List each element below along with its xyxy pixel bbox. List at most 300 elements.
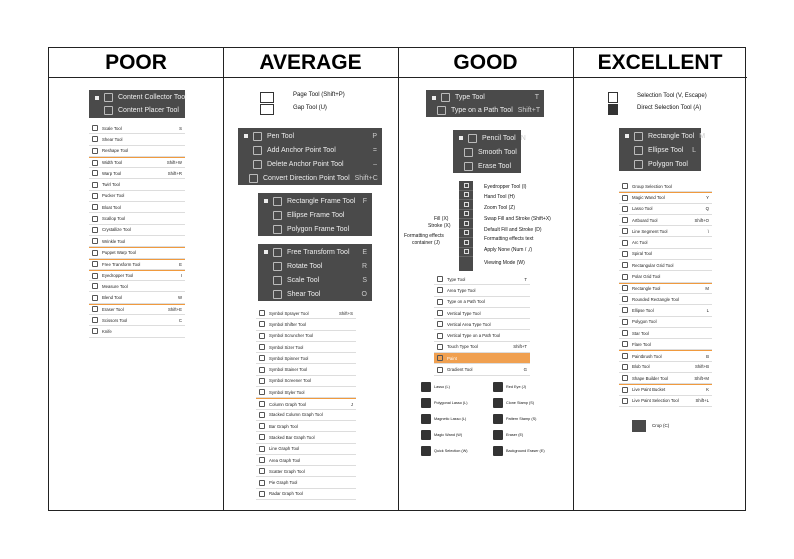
tool-list-item[interactable] xyxy=(89,146,185,157)
tool-label: Rounded Rectangle Tool xyxy=(632,296,679,302)
tool-icon xyxy=(437,355,443,361)
tool-list-item[interactable] xyxy=(619,396,712,407)
tool-label: Quick Selection (W) xyxy=(434,449,468,453)
tool-icon xyxy=(259,480,265,486)
tool-icon xyxy=(437,276,443,282)
menu-item[interactable] xyxy=(619,129,706,143)
gap-tool-text: Gap Tool (U) xyxy=(293,105,327,111)
tool-label: Line Graph Tool xyxy=(269,446,300,452)
menu-item-label: Smooth Tool xyxy=(478,148,517,156)
tool-shortcut: L xyxy=(706,307,709,313)
toolbar-label: Viewing Mode (W) xyxy=(484,260,525,266)
menu-item-label: Rectangle Tool xyxy=(648,132,695,140)
default-fill-icon[interactable] xyxy=(459,219,473,229)
menu-item-label: Pencil Tool xyxy=(482,134,516,142)
tool-list-item[interactable] xyxy=(619,350,712,361)
tool-shortcut: C xyxy=(178,317,182,323)
tool-icon xyxy=(622,330,628,336)
tool-list-item[interactable] xyxy=(619,328,712,339)
menu-item[interactable] xyxy=(453,131,526,145)
shape-tool-panel xyxy=(619,128,706,171)
selection-tool-cell[interactable] xyxy=(421,446,468,456)
tool-icon xyxy=(622,398,628,404)
tool-icon xyxy=(92,136,98,142)
tool-label: Stacked Column Graph Tool xyxy=(269,412,323,418)
menu-item[interactable] xyxy=(238,129,382,143)
tool-icon xyxy=(249,174,258,183)
tool-list-item[interactable] xyxy=(434,330,530,341)
tool-label: Width Tool xyxy=(102,160,122,166)
tool-icon xyxy=(493,398,503,408)
tool-label: Knife xyxy=(102,328,112,334)
tool-label: Arc Tool xyxy=(632,240,648,246)
tool-icon xyxy=(92,283,98,289)
tool-label: Pattern Stamp (S) xyxy=(506,417,537,421)
menu-item[interactable] xyxy=(238,171,382,185)
tool-list-item[interactable] xyxy=(434,342,530,353)
tool-list-item[interactable] xyxy=(256,455,356,466)
menu-item[interactable] xyxy=(258,273,372,287)
selection-tool-icon xyxy=(608,92,618,103)
tool-label: Bloat Tool xyxy=(102,204,121,210)
menu-item[interactable] xyxy=(89,91,185,104)
tool-list-item[interactable] xyxy=(619,215,712,226)
tool-shortcut: G xyxy=(523,367,527,373)
tool-list-item[interactable] xyxy=(619,226,712,237)
tool-list-item[interactable] xyxy=(256,387,356,398)
tool-icon xyxy=(493,430,503,440)
tool-label: Symbol Sizer Tool xyxy=(269,344,304,350)
toolbar-label: Apply None (Num / ,/) xyxy=(484,247,533,253)
tool-list-item[interactable] xyxy=(619,339,712,350)
menu-item-shortcut: R xyxy=(361,262,367,270)
eyedropper-icon[interactable] xyxy=(459,181,473,191)
tool-shortcut: Shift+E xyxy=(168,306,182,312)
tool-list-item[interactable] xyxy=(89,123,185,134)
tool-icon xyxy=(259,434,265,440)
tool-icon xyxy=(421,382,431,392)
tool-shortcut: Q xyxy=(705,206,709,212)
tool-label: Star Tool xyxy=(632,330,649,336)
menu-item-shortcut: P xyxy=(372,132,377,140)
viewing-mode-icon[interactable] xyxy=(459,248,473,258)
zoom-icon[interactable] xyxy=(459,200,473,210)
menu-item-label: Rotate Tool xyxy=(287,262,323,270)
tool-label: Pucker Tool xyxy=(102,193,125,199)
menu-item-shortcut: M xyxy=(699,132,706,140)
content-collector-icon xyxy=(104,93,113,102)
menu-item-label: Polygon Frame Tool xyxy=(287,225,350,233)
tool-label: Clone Stamp (S) xyxy=(506,401,535,405)
tool-shortcut: M xyxy=(705,285,709,291)
tool-label: Area Type Tool xyxy=(447,287,476,293)
tool-icon xyxy=(441,93,450,102)
tool-label: Group Selection Tool xyxy=(632,183,672,189)
tool-list-item[interactable] xyxy=(434,353,530,364)
tool-icon xyxy=(622,228,628,234)
menu-item[interactable] xyxy=(453,145,521,159)
tool-label: Rectangle Tool xyxy=(632,285,661,291)
tool-icon xyxy=(622,195,628,201)
tool-label: Line Segment Tool xyxy=(632,228,668,234)
selected-square-icon xyxy=(432,96,436,100)
tool-list-item[interactable] xyxy=(89,292,185,303)
tool-list-item[interactable] xyxy=(256,489,356,500)
tool-icon xyxy=(259,344,265,350)
tool-icon xyxy=(622,387,628,393)
menu-item[interactable] xyxy=(426,91,544,104)
toolbar-strip xyxy=(459,181,473,271)
tool-list-item[interactable] xyxy=(434,274,530,285)
crop-button[interactable] xyxy=(632,420,646,432)
tool-list-item[interactable] xyxy=(619,305,712,316)
tool-list-item[interactable] xyxy=(434,285,530,296)
tool-list-item[interactable] xyxy=(256,421,356,432)
tool-list-item[interactable] xyxy=(256,444,356,455)
tool-icon xyxy=(259,310,265,316)
tool-label: Flare Tool xyxy=(632,341,651,347)
menu-item-label: Ellipse Tool xyxy=(648,146,684,154)
tool-label: Pie Graph Tool xyxy=(269,480,298,486)
tool-icon xyxy=(493,382,503,392)
menu-item[interactable] xyxy=(258,194,372,208)
column-divider xyxy=(573,48,574,510)
tool-list-item[interactable] xyxy=(89,259,185,270)
tool-label: Scallop Tool xyxy=(102,216,126,222)
tool-label: Paint xyxy=(447,355,457,361)
tool-icon xyxy=(273,248,282,257)
tool-label: Scatter Graph Tool xyxy=(269,468,305,474)
menu-item-label: Free Transform Tool xyxy=(287,248,350,256)
tool-list-item[interactable] xyxy=(89,202,185,213)
selection-tool-cell[interactable] xyxy=(493,382,526,392)
selection-tool-cell[interactable] xyxy=(421,430,462,440)
frame-tool-panel xyxy=(258,193,372,236)
menu-item[interactable] xyxy=(426,104,544,117)
selected-square-icon xyxy=(625,134,629,138)
pencil-tool-panel xyxy=(453,130,526,173)
direct-selection-icon xyxy=(608,104,618,115)
menu-item-label: Convert Direction Point Tool xyxy=(263,174,350,182)
tool-icon xyxy=(92,328,98,334)
tool-list-item[interactable] xyxy=(256,342,356,353)
tool-label: Radar Graph Tool xyxy=(269,491,303,497)
tool-list-item[interactable] xyxy=(89,236,185,247)
tool-icon xyxy=(622,307,628,313)
tool-shortcut: Shift+L xyxy=(695,398,709,404)
tool-label: Vertical Type on a Path Tool xyxy=(447,333,501,339)
menu-item-label: Shear Tool xyxy=(287,290,321,298)
tool-icon xyxy=(437,333,443,339)
selection-tool-cell[interactable] xyxy=(421,382,450,392)
tool-list-item[interactable] xyxy=(619,294,712,305)
tool-list-item[interactable] xyxy=(89,270,185,281)
tool-label: Paintbrush Tool xyxy=(632,353,662,359)
tool-list-item[interactable] xyxy=(256,477,356,488)
menu-item-label: Rectangle Frame Tool xyxy=(287,197,356,205)
tool-icon xyxy=(622,217,628,223)
menu-item-shortcut: Shift+T xyxy=(517,107,541,114)
tool-icon xyxy=(437,321,443,327)
toolbar-label: Hand Tool (H) xyxy=(484,194,515,200)
tool-icon xyxy=(273,211,282,220)
tool-list-item[interactable] xyxy=(89,213,185,224)
tool-list-item[interactable] xyxy=(89,179,185,190)
tool-icon xyxy=(92,125,98,131)
tool-icon xyxy=(259,367,265,373)
tool-icon xyxy=(253,132,262,141)
tool-icon xyxy=(253,146,262,155)
menu-item[interactable] xyxy=(238,157,382,171)
tool-label: Symbol Spinner Tool xyxy=(269,355,309,361)
tool-label: Type Tool xyxy=(447,276,466,282)
hand-icon[interactable] xyxy=(459,191,473,201)
tool-shortcut: J xyxy=(350,401,353,407)
tool-shortcut: K xyxy=(706,387,709,393)
tool-list-item[interactable] xyxy=(619,271,712,282)
tool-icon xyxy=(273,262,282,271)
toolbar-label: Swap Fill and Stroke (Shift+X) xyxy=(484,216,551,222)
tool-list-item[interactable] xyxy=(256,398,356,409)
tool-icon xyxy=(622,353,628,359)
tool-icon xyxy=(259,412,265,418)
menu-item[interactable] xyxy=(258,222,372,236)
tool-label: Warp Tool xyxy=(102,170,122,176)
type-tool-list xyxy=(434,274,530,376)
tool-icon xyxy=(622,183,628,189)
menu-item-shortcut: F xyxy=(362,197,367,205)
tool-icon xyxy=(421,414,431,424)
menu-item-shortcut: Shift+C xyxy=(354,174,378,182)
tool-icon xyxy=(92,317,98,323)
selection-tool-cell[interactable] xyxy=(493,446,545,456)
menu-item-label: Delete Anchor Point Tool xyxy=(267,160,344,168)
crop-label: Crop (C) xyxy=(652,423,670,428)
tool-list-item[interactable] xyxy=(89,225,185,236)
tool-list-item[interactable] xyxy=(619,283,712,294)
selection-tool-cell[interactable] xyxy=(493,430,523,440)
tool-icon xyxy=(273,276,282,285)
tool-label: Vertical Type Tool xyxy=(447,310,481,316)
tool-list-item[interactable] xyxy=(89,281,185,292)
average-tool-list xyxy=(256,308,356,500)
tool-icon xyxy=(622,240,628,246)
menu-item-label: Polygon Tool xyxy=(648,160,688,168)
stroke-label: Stroke (X) xyxy=(428,223,451,229)
menu-item-label: Pen Tool xyxy=(267,132,295,140)
tool-icon xyxy=(92,250,98,256)
header-good: GOOD xyxy=(398,48,573,78)
tool-label: Column Graph Tool xyxy=(269,401,306,407)
tool-list-item[interactable] xyxy=(89,315,185,326)
tool-list-item[interactable] xyxy=(89,191,185,202)
tool-icon xyxy=(92,204,98,210)
tool-list-item[interactable] xyxy=(256,331,356,342)
menu-item-label: Type Tool xyxy=(455,94,485,101)
fill-label: Fill (X) xyxy=(434,216,449,222)
poor-tool-list xyxy=(89,123,185,338)
menu-item[interactable] xyxy=(619,157,701,171)
tool-list-item[interactable] xyxy=(619,317,712,328)
tool-icon xyxy=(437,299,443,305)
tool-list-item[interactable] xyxy=(256,353,356,364)
menu-item-label: Add Anchor Point Tool xyxy=(267,146,336,154)
tool-label: Magic Wand (W) xyxy=(434,433,463,437)
tool-list-item[interactable] xyxy=(256,319,356,330)
page-tool-icon xyxy=(260,92,274,103)
tool-shortcut: Y xyxy=(706,195,709,201)
tool-list-item[interactable] xyxy=(619,204,712,215)
selection-tools-grid xyxy=(421,382,556,462)
tool-icon xyxy=(259,491,265,497)
tool-label: Free Transform Tool xyxy=(102,261,141,267)
tool-label: Vertical Area Type Tool xyxy=(447,321,491,327)
tool-list-item[interactable] xyxy=(256,364,356,375)
swap-icon[interactable] xyxy=(459,210,473,220)
apply-none-icon[interactable] xyxy=(459,238,473,248)
menu-item-label: Ellipse Frame Tool xyxy=(287,211,345,219)
selection-tool-cell[interactable] xyxy=(493,398,534,408)
tool-label: Blend Tool xyxy=(102,295,122,301)
tool-list-item[interactable] xyxy=(89,134,185,145)
tool-icon xyxy=(421,446,431,456)
tool-icon xyxy=(259,321,265,327)
tool-icon xyxy=(493,414,503,424)
menu-item-label: Type on a Path Tool xyxy=(451,107,513,114)
tool-list-item[interactable] xyxy=(89,326,185,337)
direct-selection-text: Direct Selection Tool (A) xyxy=(637,105,702,111)
tool-shortcut: B xyxy=(706,353,709,359)
tool-list-item[interactable] xyxy=(619,384,712,395)
tool-shortcut: S xyxy=(179,125,182,131)
selected-square-icon xyxy=(459,136,463,140)
header-average: AVERAGE xyxy=(223,48,398,78)
tool-label: Symbol Scruncher Tool xyxy=(269,333,314,339)
menu-item[interactable] xyxy=(258,259,372,273)
tool-list-item[interactable] xyxy=(89,304,185,315)
tool-label: Area Graph Tool xyxy=(269,457,301,463)
tool-label: Spiral Tool xyxy=(632,251,652,257)
tool-list-item[interactable] xyxy=(619,181,712,192)
tool-icon xyxy=(437,367,443,373)
tool-list-item[interactable] xyxy=(619,249,712,260)
tool-icon xyxy=(259,333,265,339)
tool-list-item[interactable] xyxy=(89,247,185,258)
selection-tool-cell[interactable] xyxy=(421,414,466,424)
tool-icon xyxy=(92,148,98,154)
tool-list-item[interactable] xyxy=(256,466,356,477)
tool-list-item[interactable] xyxy=(434,364,530,375)
formatting-icon[interactable] xyxy=(459,229,473,239)
tool-label: Twirl Tool xyxy=(102,182,120,188)
tool-label: Polar Grid Tool xyxy=(632,274,661,280)
tool-icon xyxy=(259,401,265,407)
tool-list-item[interactable] xyxy=(619,237,712,248)
tool-icon xyxy=(259,378,265,384)
tool-icon xyxy=(92,182,98,188)
tool-label: Live Paint Selection Tool xyxy=(632,398,679,404)
tool-icon xyxy=(622,364,628,370)
tool-list-item[interactable] xyxy=(256,308,356,319)
menu-item-label: Content Placer Tool xyxy=(118,107,179,114)
tool-list-item[interactable] xyxy=(619,192,712,203)
tool-label: Eyedropper Tool xyxy=(102,273,134,278)
tool-label: Symbol Sprayer Tool xyxy=(269,310,309,316)
tool-label: Eraser (E) xyxy=(506,433,524,437)
tool-label: Polygon Tool xyxy=(632,319,657,325)
tool-label: Lasso (L) xyxy=(434,385,450,389)
tool-shortcut: Shift+B xyxy=(695,364,709,370)
selection-tool-text: Selection Tool (V, Escape) xyxy=(637,93,707,99)
tool-list-item[interactable] xyxy=(256,432,356,443)
tool-icon xyxy=(622,319,628,325)
tool-list-item[interactable] xyxy=(256,376,356,387)
toolbar-label: Zoom Tool (Z) xyxy=(484,205,516,211)
tool-label: Type on a Path Tool xyxy=(447,299,485,305)
tool-list-item[interactable] xyxy=(434,297,530,308)
tool-icon xyxy=(437,344,443,350)
menu-item[interactable] xyxy=(619,143,701,157)
tool-label: Symbol Stainer Tool xyxy=(269,367,308,373)
menu-item[interactable] xyxy=(258,245,372,259)
tool-icon xyxy=(622,262,628,268)
tool-icon xyxy=(464,162,473,171)
tool-icon xyxy=(92,261,98,267)
excellent-tool-list xyxy=(619,181,712,407)
selected-square-icon xyxy=(264,199,268,203)
selection-tool-cell[interactable] xyxy=(421,398,468,408)
tool-list-item[interactable] xyxy=(89,168,185,179)
toolbar-label: Eyedropper Tool (I) xyxy=(484,184,527,190)
tool-list-item[interactable] xyxy=(619,362,712,373)
content-placer-icon xyxy=(104,106,113,115)
tool-shortcut: Shift+O xyxy=(694,217,709,223)
tool-label: Symbol Screener Tool xyxy=(269,378,311,384)
tool-icon xyxy=(92,273,98,279)
tool-icon xyxy=(92,160,98,166)
toolbar-label: Formatting effects text xyxy=(484,236,534,242)
tool-list-item[interactable] xyxy=(89,157,185,168)
menu-item-shortcut: – xyxy=(373,160,377,168)
tool-list-item[interactable] xyxy=(619,373,712,384)
menu-item[interactable] xyxy=(238,143,382,157)
tool-icon xyxy=(259,423,265,429)
menu-item-shortcut: O xyxy=(361,290,367,298)
tool-list-item[interactable] xyxy=(434,319,530,330)
tool-list-item[interactable] xyxy=(619,260,712,271)
tool-icon xyxy=(273,225,282,234)
menu-item[interactable] xyxy=(89,104,185,117)
tool-label: Shear Tool xyxy=(102,136,123,142)
tool-icon xyxy=(259,355,265,361)
tool-icon xyxy=(464,148,473,157)
tool-list-item[interactable] xyxy=(434,308,530,319)
comparison-table xyxy=(48,47,746,511)
menu-item-shortcut: N xyxy=(520,134,526,142)
tool-icon xyxy=(622,341,628,347)
selection-tool-cell[interactable] xyxy=(493,414,536,424)
poor-dark-panel xyxy=(89,90,185,118)
menu-item[interactable] xyxy=(453,159,521,173)
pen-tool-panel xyxy=(238,128,382,185)
menu-item[interactable] xyxy=(258,208,372,222)
menu-item[interactable] xyxy=(258,287,372,301)
tool-list-item[interactable] xyxy=(256,410,356,421)
selected-square-icon xyxy=(244,134,248,138)
menu-item-label: Content Collector Tool xyxy=(118,94,187,101)
tool-icon xyxy=(634,160,643,169)
tool-icon xyxy=(92,306,98,312)
